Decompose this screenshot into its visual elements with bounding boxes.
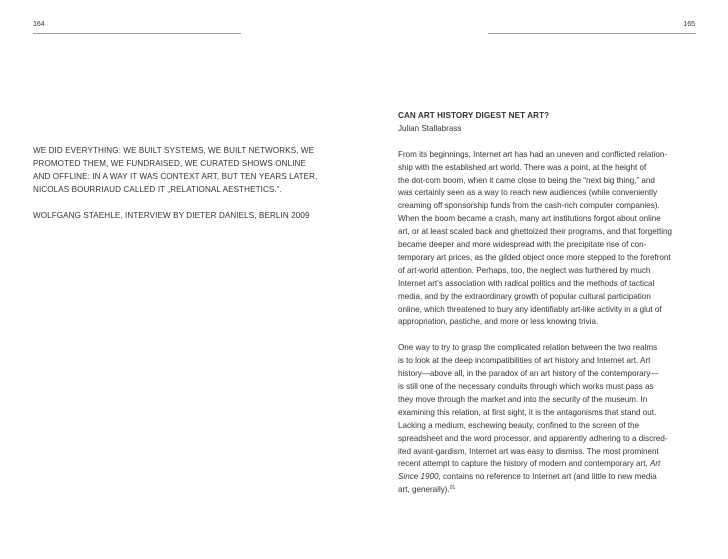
text-line: Internet art’s association with radical politics and the methods of tactical (398, 278, 655, 288)
paragraph-2 (398, 342, 698, 497)
text-line: media, and by the extraordinary growth of popular cultural participation (398, 291, 651, 301)
text-run: , contains no reference to Internet art (and little to new media (438, 472, 657, 482)
text-line: was certainly seen as a way to reach new audiences (while conveniently (398, 188, 658, 198)
page-number-right: 165 (683, 21, 695, 28)
text-line: From its beginnings, Internet art has had an uneven and conflicted relation- (398, 149, 668, 159)
text-line: art, or at least scaled back and ghettoized their programs, and that forgetting (398, 227, 672, 237)
text-line: temporary art prices, as the gilded object once more stepped to the forefront (398, 252, 671, 262)
quote-line: AND OFFLINE: IN A WAY IT WAS CONTEXT ART, BUT TEN YEARS LATER, (33, 171, 318, 181)
article-title: CAN ART HISTORY DIGEST NET ART? (398, 111, 550, 120)
text-line: examining this relation, at first sight, it is the antagonisms that stand out. (398, 407, 657, 417)
footnote-marker: 01 (449, 485, 456, 492)
text-line (398, 471, 698, 484)
text-line: the dot-com boom, when it came close to being the “next big thing,” and (398, 175, 655, 185)
text-run: recent attempt to capture the history of modern and contemporary art, (398, 459, 650, 469)
text-line: ship with the established art world. There was a point, at the height of (398, 162, 647, 172)
article-body (398, 149, 698, 497)
text-line: of art-world attention. Perhaps, too, the neglect was furthered by much (398, 265, 651, 275)
article-author: Julian Stallabrass (398, 123, 462, 133)
book-title-italic: Since 1900 (398, 472, 439, 482)
text-line: One way to try to grasp the complicated relation between the two realms (398, 343, 658, 353)
quote-line: WE DID EVERYTHING: WE BUILT SYSTEMS, WE BUILT NETWORKS, WE (33, 146, 315, 155)
text-line (398, 458, 698, 471)
text-line: is to look at the deep incompatibilities of art history and Internet art. Art (398, 356, 651, 366)
text-line: spreadsheet and the word processor, and apparently adhering to a discred- (398, 433, 668, 443)
text-line: When the boom became a crash, many art institutions forgot about online (398, 214, 661, 224)
text-line: ited avant-gardism, Internet art was easy to dismiss. The most prominent (398, 446, 659, 456)
paragraph-1 (398, 149, 698, 330)
text-line: history—above all, in the paradox of an art history of the contemporary— (398, 369, 659, 379)
text-run: art, generally). (398, 485, 450, 495)
header-rule-right (488, 33, 696, 34)
page-number-left: 164 (33, 21, 45, 28)
quote-line: PROMOTED THEM, WE FUNDRAISED, WE CURATED SHOWS ONLINE (33, 158, 307, 168)
text-line: is still one of the necessary conduits through which works must pass as (398, 382, 654, 391)
text-line: appropriation, pastiche, and more or less knowing trivia. (398, 317, 599, 327)
epigraph-quote (33, 145, 333, 222)
text-line: online, which threatened to bury any identifiably art-like activity in a glut of (398, 304, 662, 314)
book-title-italic: Art (649, 459, 661, 469)
article (398, 110, 698, 497)
quote-line: NICOLAS BOURRIAUD CALLED IT „RELATIONAL AESTHETICS.”. (33, 184, 282, 194)
quote-source: WOLFGANG STAEHLE, INTERVIEW BY DIETER DANIELS, BERLIN 2009 (33, 210, 310, 220)
text-line (398, 484, 698, 497)
header-rule-left (33, 33, 241, 34)
text-line: they move through the market and into the security of the museum. In (398, 394, 648, 404)
text-line: became deeper and more widespread with the precipitate rise of con- (398, 240, 647, 250)
text-line: creaming off sponsorship funds from the cash-rich computer companies). (398, 201, 660, 211)
text-line: Lacking a medium, eschewing beauty, confined to the screen of the (398, 420, 640, 430)
